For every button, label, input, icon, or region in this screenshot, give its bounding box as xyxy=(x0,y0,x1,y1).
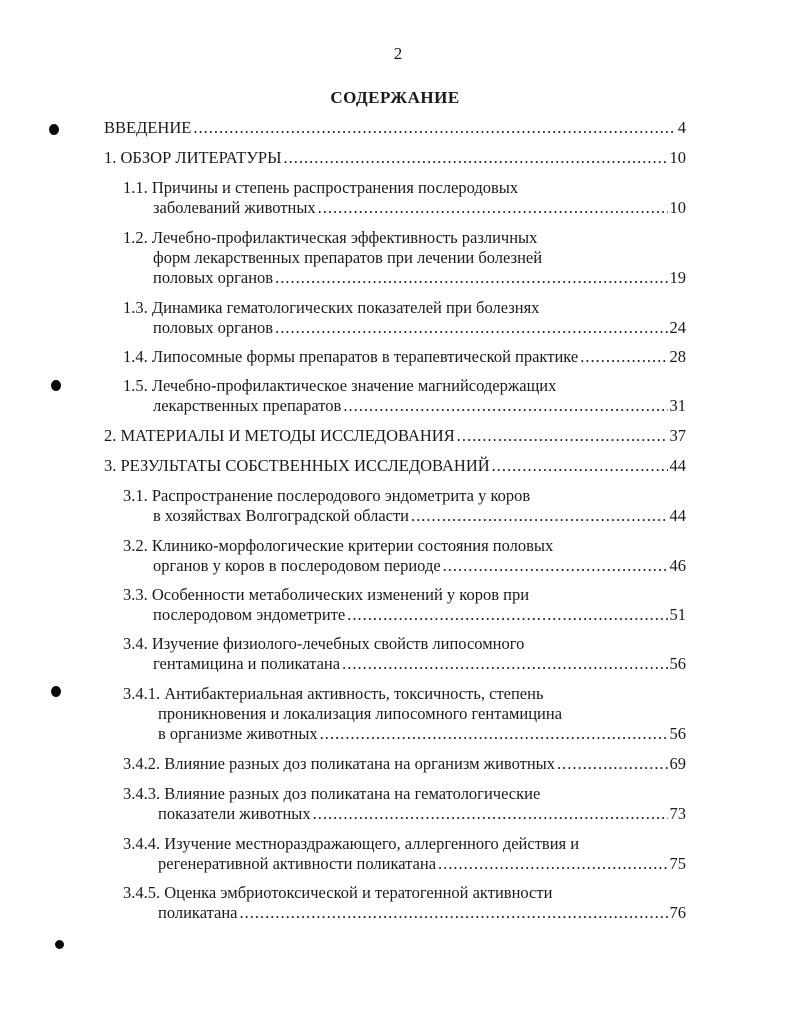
toc-entry-line: 1.4. Липосомные формы препаратов в терапевтической практике xyxy=(123,347,579,366)
toc-entry xyxy=(104,148,686,168)
toc-entry-line: показатели животных xyxy=(158,804,311,823)
toc-entry xyxy=(123,834,686,874)
toc-entry-line: 3.1. Распространение послеродового эндометрита у коров xyxy=(123,486,531,505)
toc-entry-line: в организме животных xyxy=(158,724,318,743)
toc-entry-line: 1.2. Лечебно-профилактическая эффективность различных xyxy=(123,228,538,247)
toc-entry xyxy=(123,883,686,923)
toc-entry-line: половых органов xyxy=(153,318,274,337)
toc-entry-line: 3.4.2. Влияние разных доз поликатана на организм животных xyxy=(123,754,555,773)
toc-page-number: 73 xyxy=(669,804,686,823)
toc-entry-line: форм лекарственных препаратов при лечении болезней xyxy=(153,248,543,267)
toc-page-number: 69 xyxy=(669,754,686,773)
dot-leader xyxy=(443,556,668,576)
toc-entry xyxy=(123,754,686,774)
toc-entry xyxy=(104,118,686,138)
toc-entry xyxy=(123,228,686,288)
scan-mark-dot xyxy=(51,380,61,391)
dot-leader xyxy=(318,198,668,218)
toc-entry xyxy=(123,298,686,338)
toc-entry xyxy=(123,486,686,526)
toc-entry xyxy=(104,426,686,446)
toc-entry-line: половых органов xyxy=(153,268,274,287)
toc-entry-line: в хозяйствах Волгоградской области xyxy=(153,506,410,525)
toc-entry-line: 1.1. Причины и степень распространения послеродовых xyxy=(123,178,519,197)
dot-leader xyxy=(343,396,667,416)
toc-page-number: 10 xyxy=(669,198,686,217)
dot-leader xyxy=(284,148,668,168)
scan-mark-dot xyxy=(55,940,64,949)
toc-entry-line: органов у коров в послеродовом периоде xyxy=(153,556,441,575)
toc-page-number: 75 xyxy=(669,854,686,873)
toc-entry-line: ВВЕДЕНИЕ xyxy=(104,118,192,137)
toc-entry-line: 3. РЕЗУЛЬТАТЫ СОБСТВЕННЫХ ИССЛЕДОВАНИЙ xyxy=(104,456,490,475)
toc-entry-line: 3.4.4. Изучение местнораздражающего, аллергенного действия и xyxy=(123,834,580,853)
toc-page-number: 4 xyxy=(677,118,686,137)
toc-page-number: 76 xyxy=(669,903,686,922)
dot-leader xyxy=(411,506,667,526)
toc-page-number: 37 xyxy=(669,426,686,445)
toc-entry-line: 3.4. Изучение физиолого-лечебных свойств липосомного xyxy=(123,634,525,653)
dot-leader xyxy=(580,347,667,367)
page-title: СОДЕРЖАНИЕ xyxy=(330,88,460,107)
toc-page-number: 31 xyxy=(669,396,686,415)
toc-entry xyxy=(123,634,686,674)
dot-leader xyxy=(457,426,668,446)
toc-entry-line: поликатана xyxy=(158,903,238,922)
toc-page-number: 51 xyxy=(669,605,686,624)
toc-page-number: 56 xyxy=(669,654,686,673)
toc-page-number: 46 xyxy=(669,556,686,575)
page-number: 2 xyxy=(393,44,403,63)
dot-leader xyxy=(275,268,667,288)
toc-entry-line: 3.4.5. Оценка эмбриотоксической и тератогенной активности xyxy=(123,883,553,902)
toc-page-number: 56 xyxy=(669,724,686,743)
dot-leader xyxy=(313,804,668,824)
toc-entry xyxy=(123,536,686,576)
toc-entry-line: 2. МАТЕРИАЛЫ И МЕТОДЫ ИССЛЕДОВАНИЯ xyxy=(104,426,455,445)
dot-leader xyxy=(320,724,668,744)
toc-page-number: 44 xyxy=(669,506,686,525)
scan-mark-dot xyxy=(51,686,61,697)
toc-entry-line: гентамицина и поликатана xyxy=(153,654,341,673)
toc-page-number: 24 xyxy=(669,318,686,337)
toc-entry-line: заболеваний животных xyxy=(153,198,316,217)
toc-entry-line: 3.3. Особенности метаболических изменений у коров при xyxy=(123,585,530,604)
dot-leader xyxy=(239,903,667,923)
toc-entry-line: послеродовом эндометрите xyxy=(153,605,346,624)
toc-entry-line: 1.5. Лечебно-профилактическое значение магнийсодержащих xyxy=(123,376,557,395)
toc-page-number: 28 xyxy=(669,347,686,366)
toc-entry xyxy=(123,784,686,824)
toc-entry-line: 1. ОБЗОР ЛИТЕРАТУРЫ xyxy=(104,148,282,167)
dot-leader xyxy=(347,605,667,625)
toc-entry-line: регенеративной активности поликатана xyxy=(158,854,437,873)
toc-entry xyxy=(123,376,686,416)
toc-page-number: 19 xyxy=(669,268,686,287)
dot-leader xyxy=(557,754,668,774)
toc-entry-line: 3.2. Клинико-морфологические критерии состояния половых xyxy=(123,536,554,555)
toc-entry xyxy=(104,456,686,476)
toc-entry xyxy=(123,347,686,367)
toc-entry xyxy=(123,585,686,625)
dot-leader xyxy=(438,854,667,874)
scan-mark-dot xyxy=(49,124,59,135)
toc-entry xyxy=(123,178,686,218)
toc-page-number: 10 xyxy=(669,148,686,167)
toc-page-number: 44 xyxy=(669,456,686,475)
toc-entry xyxy=(123,684,686,744)
dot-leader xyxy=(492,456,668,476)
toc-entry-line: 3.4.1. Антибактериальная активность, токсичность, степень xyxy=(123,684,544,703)
toc-entry-line: проникновения и локализация липосомного гентамицина xyxy=(158,704,563,723)
dot-leader xyxy=(342,654,667,674)
toc-entry-line: 1.3. Динамика гематологических показателей при болезнях xyxy=(123,298,540,317)
dot-leader xyxy=(275,318,667,338)
toc-entry-line: лекарственных препаратов xyxy=(153,396,342,415)
toc-entry-line: 3.4.3. Влияние разных доз поликатана на гематологические xyxy=(123,784,541,803)
dot-leader xyxy=(193,118,675,138)
